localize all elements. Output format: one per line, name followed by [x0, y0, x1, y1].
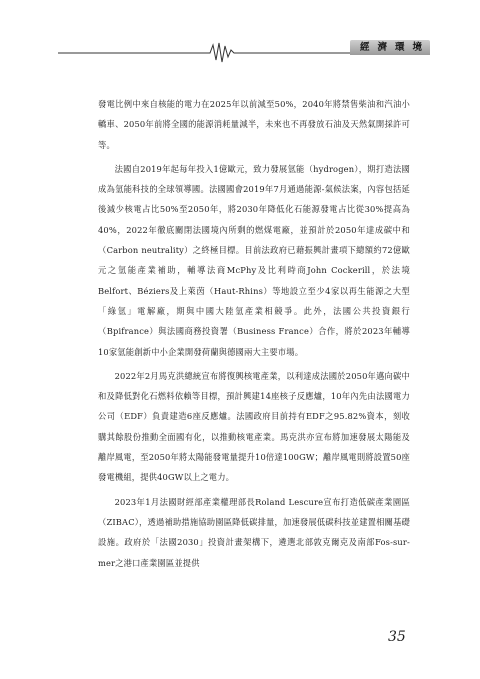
running-header [58, 40, 430, 64]
body-text [98, 94, 410, 577]
page-number: 35 [388, 629, 406, 645]
paragraph: 2022年2月馬克洪總統宣布將復興核電產業，以利達成法國於2050年邁向碳中和及降低對化石燃料依賴等目標，預計興建14座核子反應爐，10年內先由法國電力公司（EDF）負責建造6座反應爐。法國政府目前持有EDF之95.82%資本，刻收購其餘股份推動全面國有化，以推動核電產業。馬克洪亦宣布將加速發展太陽能及離岸風電，至2050年將太陽能發電量提升10倍達100GW；離岸風電則將設置50座發電機組，提供40GW以上之電力。 [98, 370, 410, 483]
paragraph: 2023年1月法國財經部產業權理部長Roland Lescure宣布打造低碳產業園區（ZIBAC），透過補助措施協助園區降低碳排量，加速發展低碳科技並建置相關基礎設施。政府於「法國2030」投資計畫架構下，遴選北部敦克爾克及南部Fos-sur-mer之港口產業園區並提供 [98, 496, 410, 568]
paragraph: 發電比例中來自核能的電力在2025年以前減至50%，2040年將禁售柴油和汽油小轎車、2050年前將全國的能源消耗量減半，未來也不再發放石油及天然氣開採許可等。 [98, 99, 410, 150]
paragraph: 法國自2019年起每年投入1億歐元，致力發展氫能（hydrogen），期打造法國成為氫能科技的全球領導國。法國國會2019年7月通過能源-氣候法案，內容包括延後減少核電占比50%至2050年，將2030年降低化石能源發電占比從30%提高為40%，2022年徹底關閉法國境內所剩的燃煤電廠，並預計於2050年達成碳中和（Carbon neutrality）之終極目標。目前法政府已藉振興計畫項下總額約72億歐元之氫能產業補助，輔導法商McPhy及比利時商John Cockerill，於法境Belfort、Béziers及上萊茵（Haut-Rhins）等地設立至少4家以再生能源之大型「綠氫」電解廠，期與中國大陸氫產業相競爭。此外，法國公共投資銀行（Bpifrance）與法國商務投資署（Business France）合作，將於2023年輔導10家氫能創新中小企業開發荷蘭與德國兩大主要市場。 [98, 163, 410, 357]
section-label: 經濟環境 [350, 40, 430, 55]
